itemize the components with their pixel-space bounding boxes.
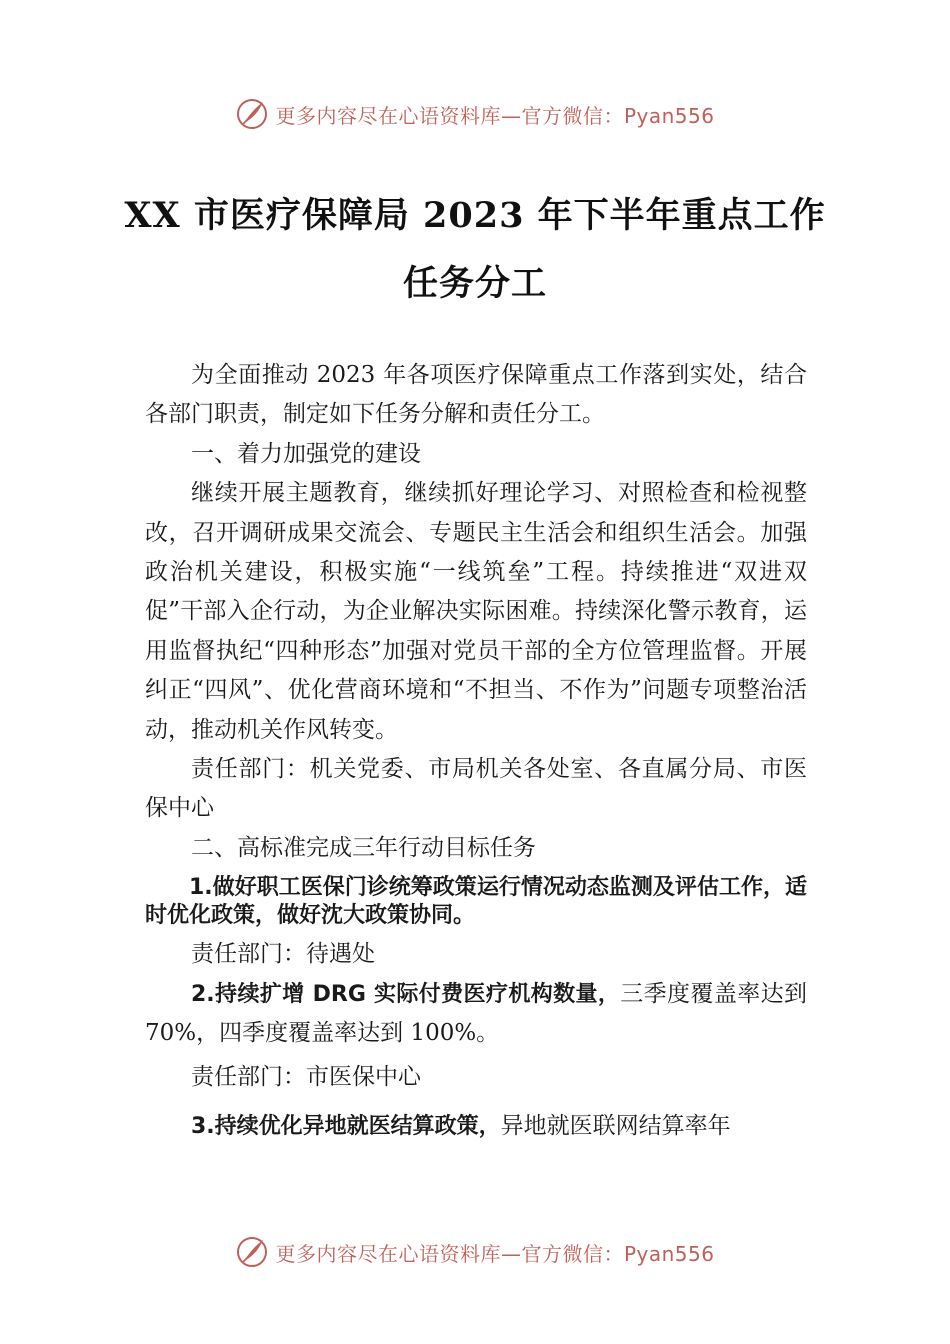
- section-1-responsible: 责任部门：机关党委、市局机关各处室、各直属分局、市医保中心: [145, 756, 807, 822]
- intro-paragraph: 为全面推动 2023 年各项医疗保障重点工作落到实处，结合各部门职责，制定如下任务分解和责任分工。: [145, 362, 807, 428]
- item-3-bold: 3.持续优化异地就医结算政策，: [191, 1113, 501, 1139]
- item-3-paragraph: [145, 1107, 807, 1146]
- document-body: [145, 356, 807, 1146]
- document-title-line-2: 任务分工: [402, 263, 547, 304]
- item-1-text: 1.做好职工医保门诊统筹政策运行情况动态监测及评估工作，适时优化政策，做好沈大政策协同。: [145, 875, 807, 929]
- item-2-responsible: 责任部门：市医保中心: [191, 1063, 421, 1090]
- item-1-responsible: 责任部门：待遇处: [191, 941, 375, 968]
- watermark-text: 更多内容尽在心语资料库—官方微信：Pyan556: [275, 1241, 715, 1266]
- section-1-heading: 一、着力加强党的建设: [191, 440, 421, 467]
- item-2-paragraph: [145, 975, 807, 1054]
- feather-pen-icon: [235, 1235, 269, 1269]
- item-2-bold: 2.持续扩增 DRG 实际付费医疗机构数量，: [191, 981, 621, 1007]
- item-3-rest: 异地就医联网结算率年: [500, 1112, 731, 1139]
- document-title-line-1: XX 市医疗保障局 2023 年下半年重点工作: [124, 195, 826, 236]
- section-2-heading: 二、高标准完成三年行动目标任务: [191, 834, 536, 861]
- item-2-rest: 三季度覆盖率达到 70%，四季度覆盖率达到 100%。: [145, 980, 807, 1047]
- watermark-text: 更多内容尽在心语资料库—官方微信：Pyan556: [275, 103, 715, 128]
- watermark-footer: [0, 1232, 950, 1272]
- feather-pen-icon: [235, 97, 269, 131]
- section-1-body: 继续开展主题教育，继续抓好理论学习、对照检查和检视整改，召开调研成果交流会、专题民主生活会和组织生活会。加强政治机关建设，积极实施“一线筑垒”工程。持续推进“双进双促”干部入企行动，为企业解决实际困难。持续深化警示教育，运用监督执纪“四种形态”加强对党员干部的全方位管理监督。开展纠正“四风”、优化营商环境和“不担当、不作为”问题专项整治活动，推动机关作风转变。: [145, 480, 807, 743]
- watermark-header: [0, 94, 950, 134]
